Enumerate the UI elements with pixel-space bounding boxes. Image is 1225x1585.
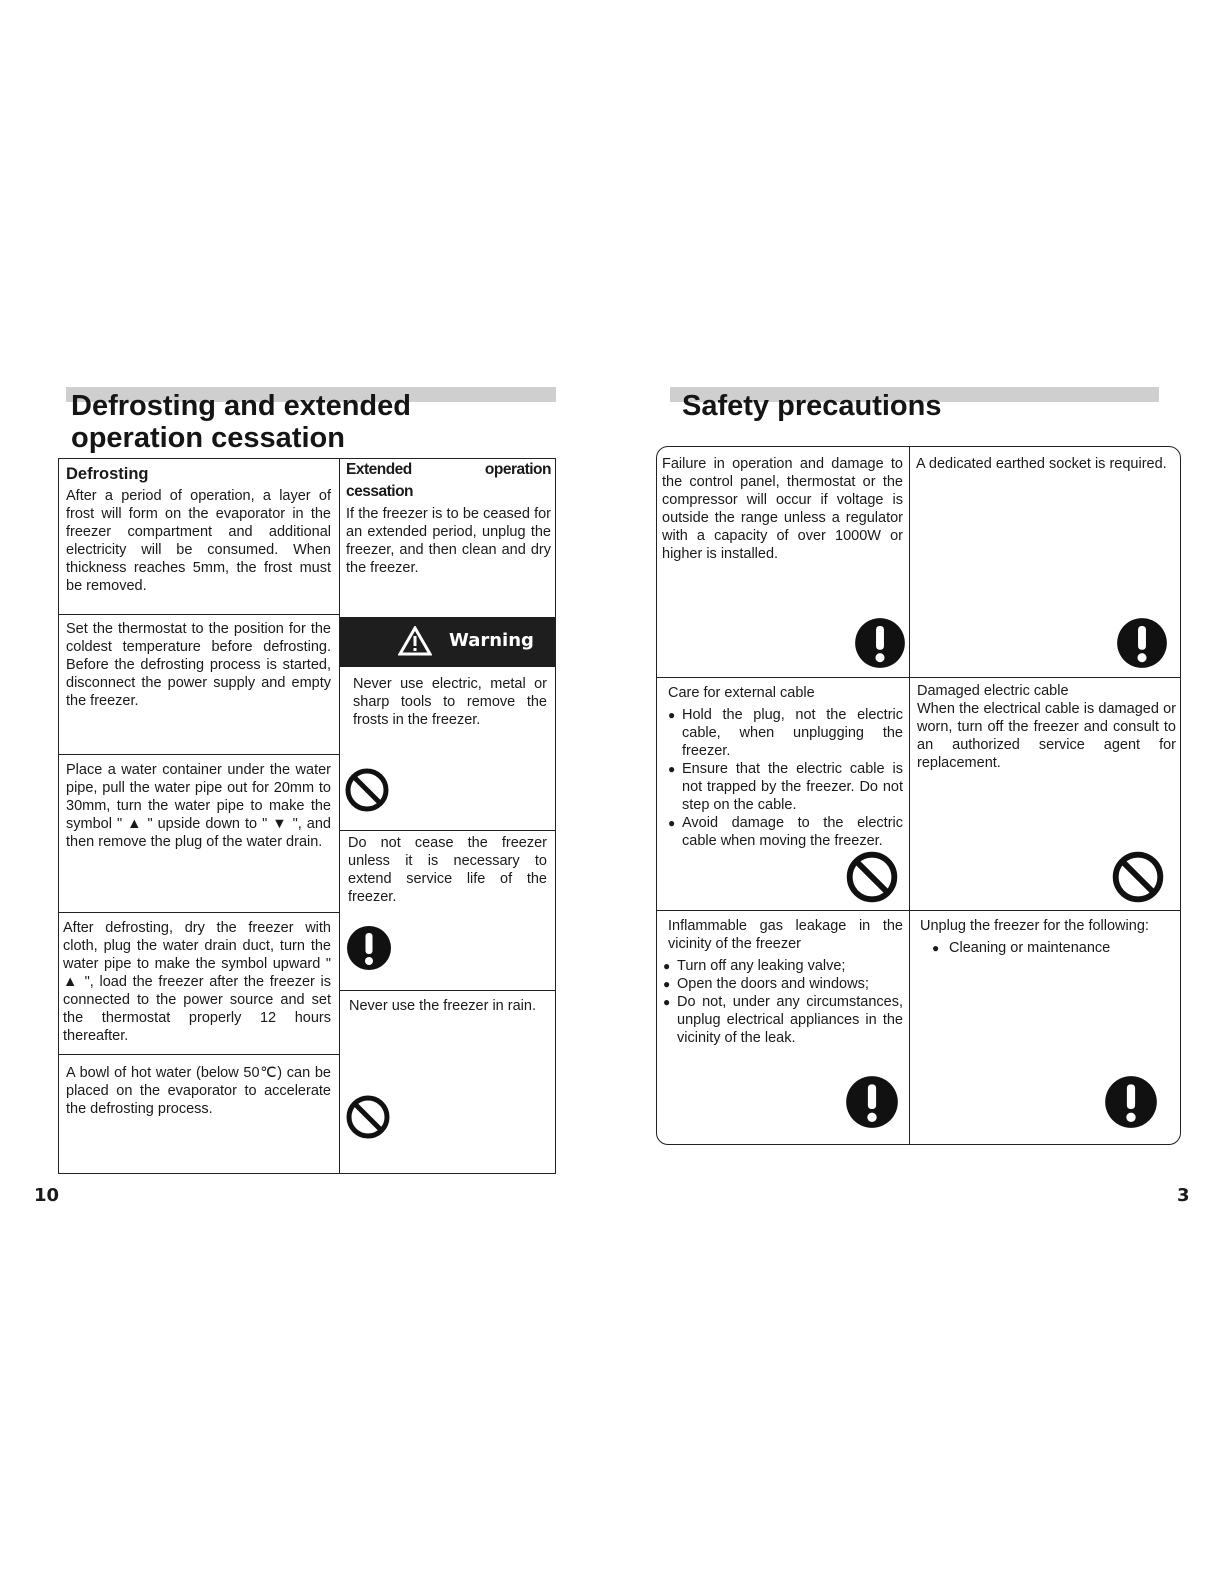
list-item: ● Turn off any leaking valve;: [663, 957, 903, 975]
external-cable-cell: [657, 678, 910, 911]
mandatory-action-icon: [854, 617, 906, 669]
defrosting-text: After a period of operation, a layer of frost will form on the evaporator in the freezer compartment and additional electricity will be consumed. When thickness reaches 5mm, the frost must be removed.: [66, 488, 331, 594]
page-title-right: Safety precautions: [682, 390, 942, 422]
warning3-cell: [340, 991, 555, 1173]
prohibited-icon: [344, 767, 390, 813]
socket-text: A dedicated earthed socket is required.: [916, 456, 1167, 472]
warning-banner: [340, 617, 555, 667]
step4-cell: [59, 1055, 340, 1173]
mandatory-action-icon: [1116, 617, 1168, 669]
list-item: ● Cleaning or maintenance: [932, 939, 1176, 957]
gas-leak-list: [663, 957, 903, 1047]
warning1-text: Never use electric, metal or sharp tools to remove the frosts in the freezer.: [353, 676, 547, 728]
step3-cell: [59, 913, 340, 1055]
voltage-text: Failure in operation and damage to the control panel, thermostat or the compressor will occur if voltage is outside the range unless a regulator with a capacity of over 1000W or higher is installed.: [662, 456, 903, 562]
warning2-text: Do not cease the freezer unless it is necessary to extend service life of the freezer.: [348, 835, 547, 905]
defrosting-title: Defrosting: [66, 465, 149, 483]
extended-cell: [340, 459, 555, 617]
extended-text: If the freezer is to be ceased for an extended period, unplug the freezer, and then clean and dry the freezer.: [346, 506, 551, 576]
prohibited-icon: [845, 850, 899, 904]
external-cable-title: Care for external cable: [668, 685, 815, 701]
socket-cell: [910, 447, 1180, 678]
extended-title: Extended operation cessation: [346, 461, 551, 500]
damaged-cable-text: When the electrical cable is damaged or worn, turn off the freezer and consult to an authorized service agent for replacement.: [917, 701, 1176, 771]
defrosting-intro-cell: [59, 459, 340, 615]
list-item: ● Open the doors and windows;: [663, 975, 903, 993]
gas-leak-cell: [657, 911, 910, 1144]
warning1-cell: [340, 667, 555, 831]
voltage-cell: [657, 447, 910, 678]
page-title-left: [71, 390, 411, 454]
warning3-text: Never use the freezer in rain.: [349, 998, 536, 1014]
list-item: ● Avoid damage to the electric cable when moving the freezer.: [668, 814, 903, 850]
step2-cell: [59, 755, 340, 913]
external-cable-list: [668, 706, 903, 850]
unplug-title: Unplug the freezer for the following:: [920, 918, 1149, 934]
unplug-list: [932, 939, 1176, 957]
step4-text: A bowl of hot water (below 50℃) can be placed on the evaporator to accelerate the defrosting process.: [66, 1065, 331, 1117]
mandatory-action-icon: [845, 1075, 899, 1129]
page-title-line2: operation cessation: [71, 422, 345, 454]
safety-table: [656, 446, 1181, 1145]
mandatory-action-icon: [1104, 1075, 1158, 1129]
warning-triangle-icon: [398, 626, 432, 656]
list-item: ● Do not, under any circumstances, unplug electrical appliances in the vicinity of the leak.: [663, 993, 903, 1047]
step1-cell: [59, 615, 340, 755]
list-item: ● Ensure that the electric cable is not trapped by the freezer. Do not step on the cable.: [668, 760, 903, 814]
damaged-cable-title: Damaged electric cable: [917, 683, 1069, 699]
list-item: ● Hold the plug, not the electric cable, when unplugging the freezer.: [668, 706, 903, 760]
prohibited-icon: [1111, 850, 1165, 904]
page-title-line1: Defrosting and extended: [71, 390, 411, 422]
mandatory-action-icon: [346, 925, 392, 971]
damaged-cable-cell: [910, 678, 1180, 911]
unplug-cell: [910, 911, 1180, 1144]
defrosting-table: [58, 458, 556, 1174]
page-number-left: 10: [34, 1185, 60, 1206]
step2-text: Place a water container under the water pipe, pull the water pipe out for 20mm to 30mm, turn the water pipe to make the symbol " ▲ " upside down to " ▼ ", and then remove the plug of the water drain.: [66, 762, 331, 850]
gas-leak-title: Inflammable gas leakage in the vicinity of the freezer: [668, 918, 903, 952]
prohibited-icon: [345, 1094, 391, 1140]
warning2-cell: [340, 831, 555, 991]
step3-text: After defrosting, dry the freezer with cloth, plug the water drain duct, turn the water pipe to make the symbol upward " ▲ ", load the freezer after the freezer is connected to the power source and set the thermostat properly 12 hours thereafter.: [63, 920, 331, 1044]
page-number-right: 3: [1177, 1185, 1190, 1206]
warning-label: Warning: [449, 630, 534, 651]
step1-text: Set the thermostat to the position for the coldest temperature before defrosting. Before the defrosting process is started, disconnect the power supply and empty the freezer.: [66, 621, 331, 709]
